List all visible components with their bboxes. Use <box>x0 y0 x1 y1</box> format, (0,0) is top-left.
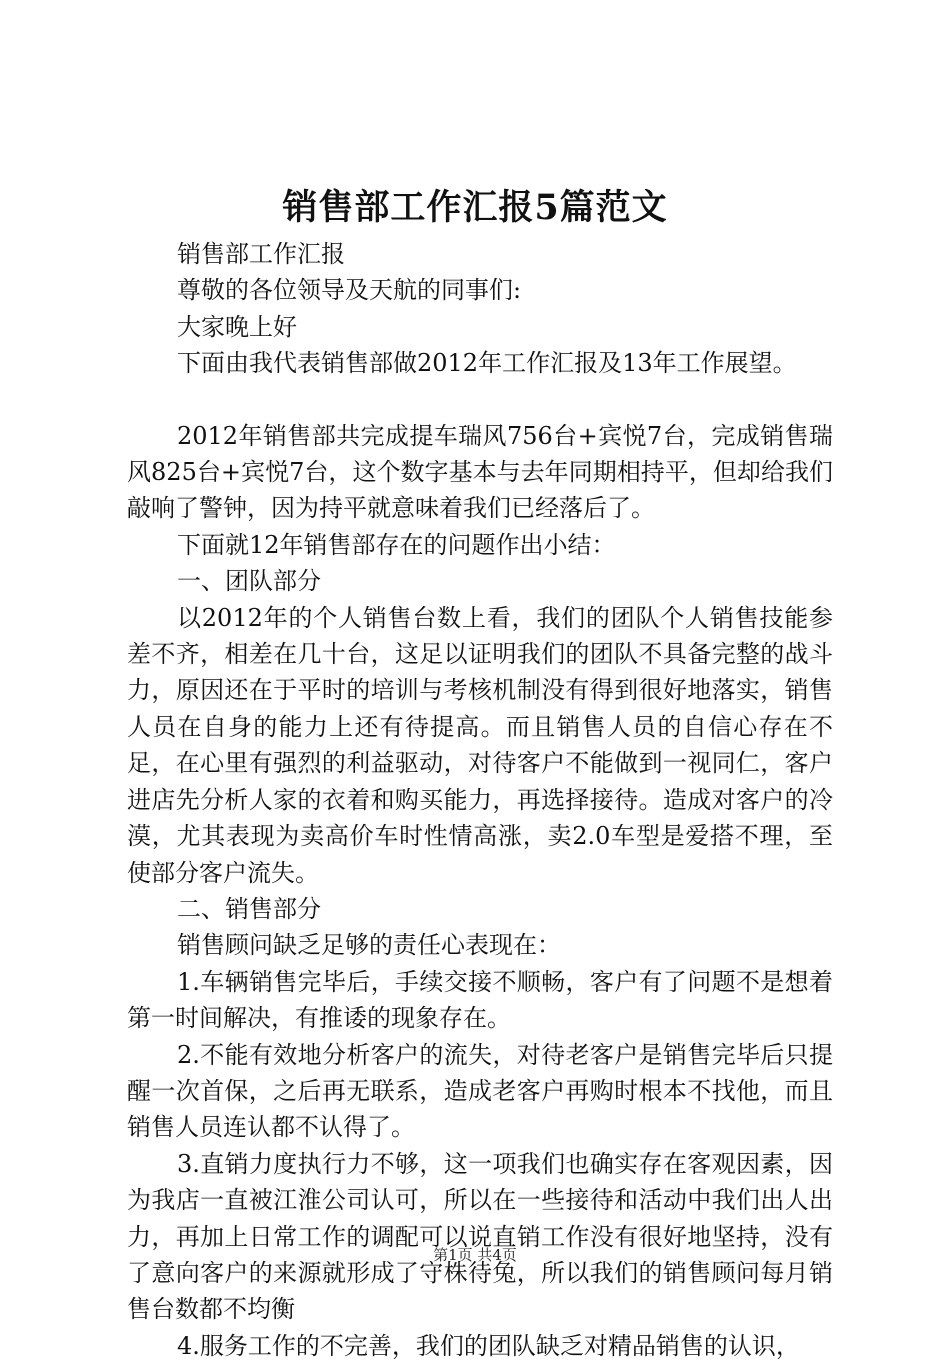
section-heading-team: 一、团队部分 <box>177 567 321 596</box>
paragraph-summary-2012: 2012年销售部共完成提车瑞风756台+宾悦7台，完成销售瑞风825台+宾悦7台，这个数字基本与去年同期相持平，但却给我们敲响了警钟，因为持平就意味着我们已经落后了。 <box>127 421 833 523</box>
list-item-4: 4.服务工作的不完善，我们的团队缺乏对精品销售的认识， <box>177 1331 800 1360</box>
paragraph-intro: 下面由我代表销售部做2012年工作汇报及13年工作展望。 <box>177 349 797 378</box>
page-number-footer: 第1页 共4页 <box>433 1246 517 1264</box>
paragraph-team: 以2012年的个人销售台数上看，我们的团队个人销售技能参差不齐，相差在几十台，这足以证明我们的团队不具备完整的战斗力，原因还在于平时的培训与考核机制没有得到很好地落实，销售人员在自身的能力上还有待提高。而且销售人员的自信心存在不足，在心里有强烈的利益驱动，对待客户不能做到一视同仁，客户进店先分析人家的衣着和购买能力，再选择接待。造成对客户的冷漠，尤其表现为卖高价车时性情高涨，卖2.0车型是爱搭不理，至使部分客户流失。 <box>127 603 833 887</box>
paragraph-heading: 销售部工作汇报 <box>177 240 345 268</box>
paragraph-salutation: 尊敬的各位领导及天航的同事们: <box>177 276 522 305</box>
document-body <box>127 236 833 1364</box>
paragraph-sales-intro: 销售顾问缺乏足够的责任心表现在： <box>177 931 561 960</box>
section-heading-sales: 二、销售部分 <box>177 894 321 923</box>
list-item-1: 1.车辆销售完毕后，手续交接不顺畅，客户有了问题不是想着第一时间解决，有推诿的现象存在。 <box>127 967 833 1033</box>
list-item-2: 2.不能有效地分析客户的流失，对待老客户是销售完毕后只提醒一次首保，之后再无联系，造成老客户再购时根本不找他，而且销售人员连认都不认得了。 <box>127 1040 833 1142</box>
paragraph-problems-intro: 下面就12年销售部存在的问题作出小结： <box>177 530 616 559</box>
document-title: 销售部工作汇报5篇范文 <box>282 187 668 228</box>
paragraph-greeting: 大家晚上好 <box>177 312 297 341</box>
list-item-3: 3.直销力度执行力不够，这一项我们也确实存在客观因素，因为我店一直被江淮公司认可，所以在一些接待和活动中我们出人出力，再加上日常工作的调配可以说直销工作没有很好地坚持，没有了意向客户的来源就形成了守株待兔，所以我们的销售顾问每月销售台数都不均衡 <box>127 1149 833 1324</box>
